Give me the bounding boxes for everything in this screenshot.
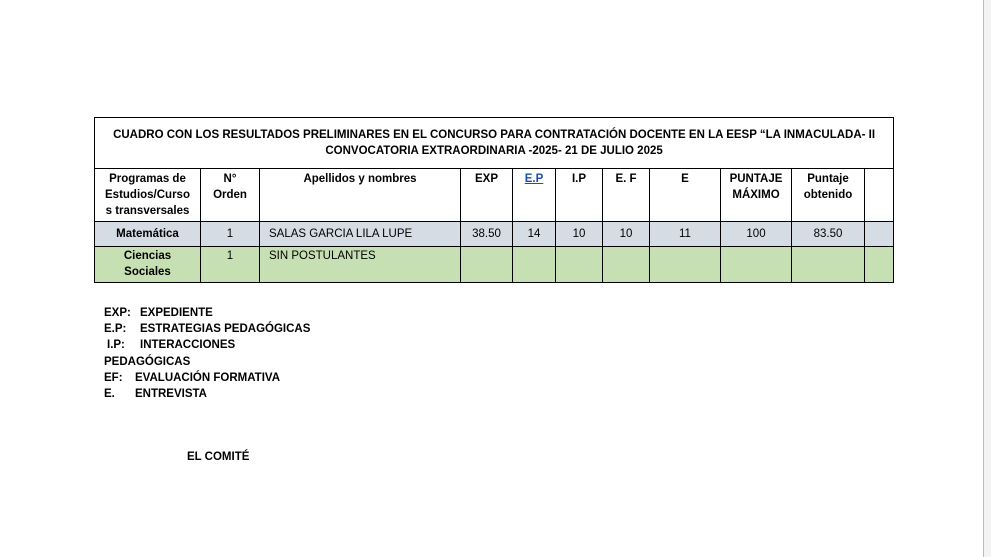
cell-ep: 14 — [513, 222, 556, 247]
header-nombres: Apellidos y nombres — [260, 169, 461, 222]
title-line-1: CUADRO CON LOS RESULTADOS PRELIMINARES EN EL CONCURSO PARA CONTRATACIÓN DOCENTE EN LA EESP “LA INMACULADA- II — [113, 129, 876, 141]
cell-puntaje-maximo — [721, 247, 792, 283]
header-programas-line3: s transversales — [105, 205, 190, 217]
header-programas-line1: Programas de — [109, 173, 186, 185]
cell-empty — [865, 247, 894, 283]
header-puntaje-obtenido-line1: Puntaje — [807, 173, 849, 185]
legend-item-ip — [104, 337, 310, 353]
legend-text: ENTREVISTA — [135, 388, 207, 401]
title-line-2: CONVOCATORIA EXTRAORDINARIA -2025- 21 DE JULIO 2025 — [325, 145, 663, 157]
cell-puntaje-obtenido: 83.50 — [792, 222, 865, 247]
header-programas-line2: Estudios/Curso — [105, 189, 190, 201]
legend-text: EXPEDIENTE — [140, 307, 213, 319]
cell-programa-line1: Ciencias — [123, 250, 172, 262]
header-exp: EXP — [461, 169, 513, 222]
legend-abbr: E. — [104, 388, 115, 401]
header-orden-line2: Orden — [213, 189, 247, 201]
header-puntaje-maximo-line2: MÁXIMO — [732, 189, 780, 201]
cell-ip — [556, 247, 603, 283]
legend-abbr: E.P: — [104, 323, 127, 336]
cell-orden: 1 — [201, 222, 260, 247]
cell-puntaje-obtenido — [792, 247, 865, 283]
results-table — [94, 117, 894, 283]
cell-orden: 1 — [201, 247, 260, 283]
header-empty — [865, 169, 894, 222]
cell-programa — [95, 247, 201, 283]
cell-ep — [513, 247, 556, 283]
cell-exp — [461, 247, 513, 283]
abbreviation-legend — [104, 305, 310, 402]
legend-item-exp — [104, 305, 310, 321]
cell-puntaje-maximo: 100 — [721, 222, 792, 247]
table-title — [95, 118, 894, 169]
legend-item-ep — [104, 321, 310, 337]
committee-signature: EL COMITÉ — [187, 451, 250, 463]
legend-abbr: I.P: — [107, 339, 125, 352]
header-orden-line1: N° — [223, 173, 237, 185]
header-ep-label: E.P — [524, 173, 544, 185]
table-row — [95, 222, 894, 247]
title-row — [95, 118, 894, 169]
page-edge — [983, 0, 991, 557]
header-puntaje-obtenido-line2: obtenido — [803, 189, 853, 201]
legend-abbr: EF: — [104, 371, 123, 384]
table-row — [95, 247, 894, 283]
header-puntaje-maximo — [721, 169, 792, 222]
cell-programa-line2: Sociales — [124, 266, 171, 278]
legend-text: PEDAGÓGICAS — [104, 355, 191, 368]
legend-abbr: EXP: — [104, 307, 131, 319]
cell-ef: 10 — [603, 222, 650, 247]
legend-item-ef — [104, 370, 310, 386]
cell-empty — [865, 222, 894, 247]
legend-text: INTERACCIONES — [140, 339, 236, 352]
legend-text: ESTRATEGIAS PEDAGÓGICAS — [140, 323, 311, 336]
header-ep — [513, 169, 556, 222]
cell-programa: Matemática — [95, 222, 201, 247]
cell-ip: 10 — [556, 222, 603, 247]
header-row — [95, 169, 894, 222]
cell-nombre: SALAS GARCIA LILA LUPE — [260, 222, 461, 247]
header-orden — [201, 169, 260, 222]
legend-item-e — [104, 386, 310, 402]
cell-e: 11 — [650, 222, 721, 247]
cell-ef — [603, 247, 650, 283]
header-programas — [95, 169, 201, 222]
header-puntaje-obtenido — [792, 169, 865, 222]
legend-item-ip-continued — [104, 354, 310, 370]
legend-text: EVALUACIÓN FORMATIVA — [135, 371, 281, 384]
header-e: E — [650, 169, 721, 222]
cell-e — [650, 247, 721, 283]
cell-nombre: SIN POSTULANTES — [260, 247, 461, 283]
cell-exp: 38.50 — [461, 222, 513, 247]
header-ip: I.P — [556, 169, 603, 222]
header-ef: E. F — [603, 169, 650, 222]
header-puntaje-maximo-line1: PUNTAJE — [729, 173, 783, 185]
